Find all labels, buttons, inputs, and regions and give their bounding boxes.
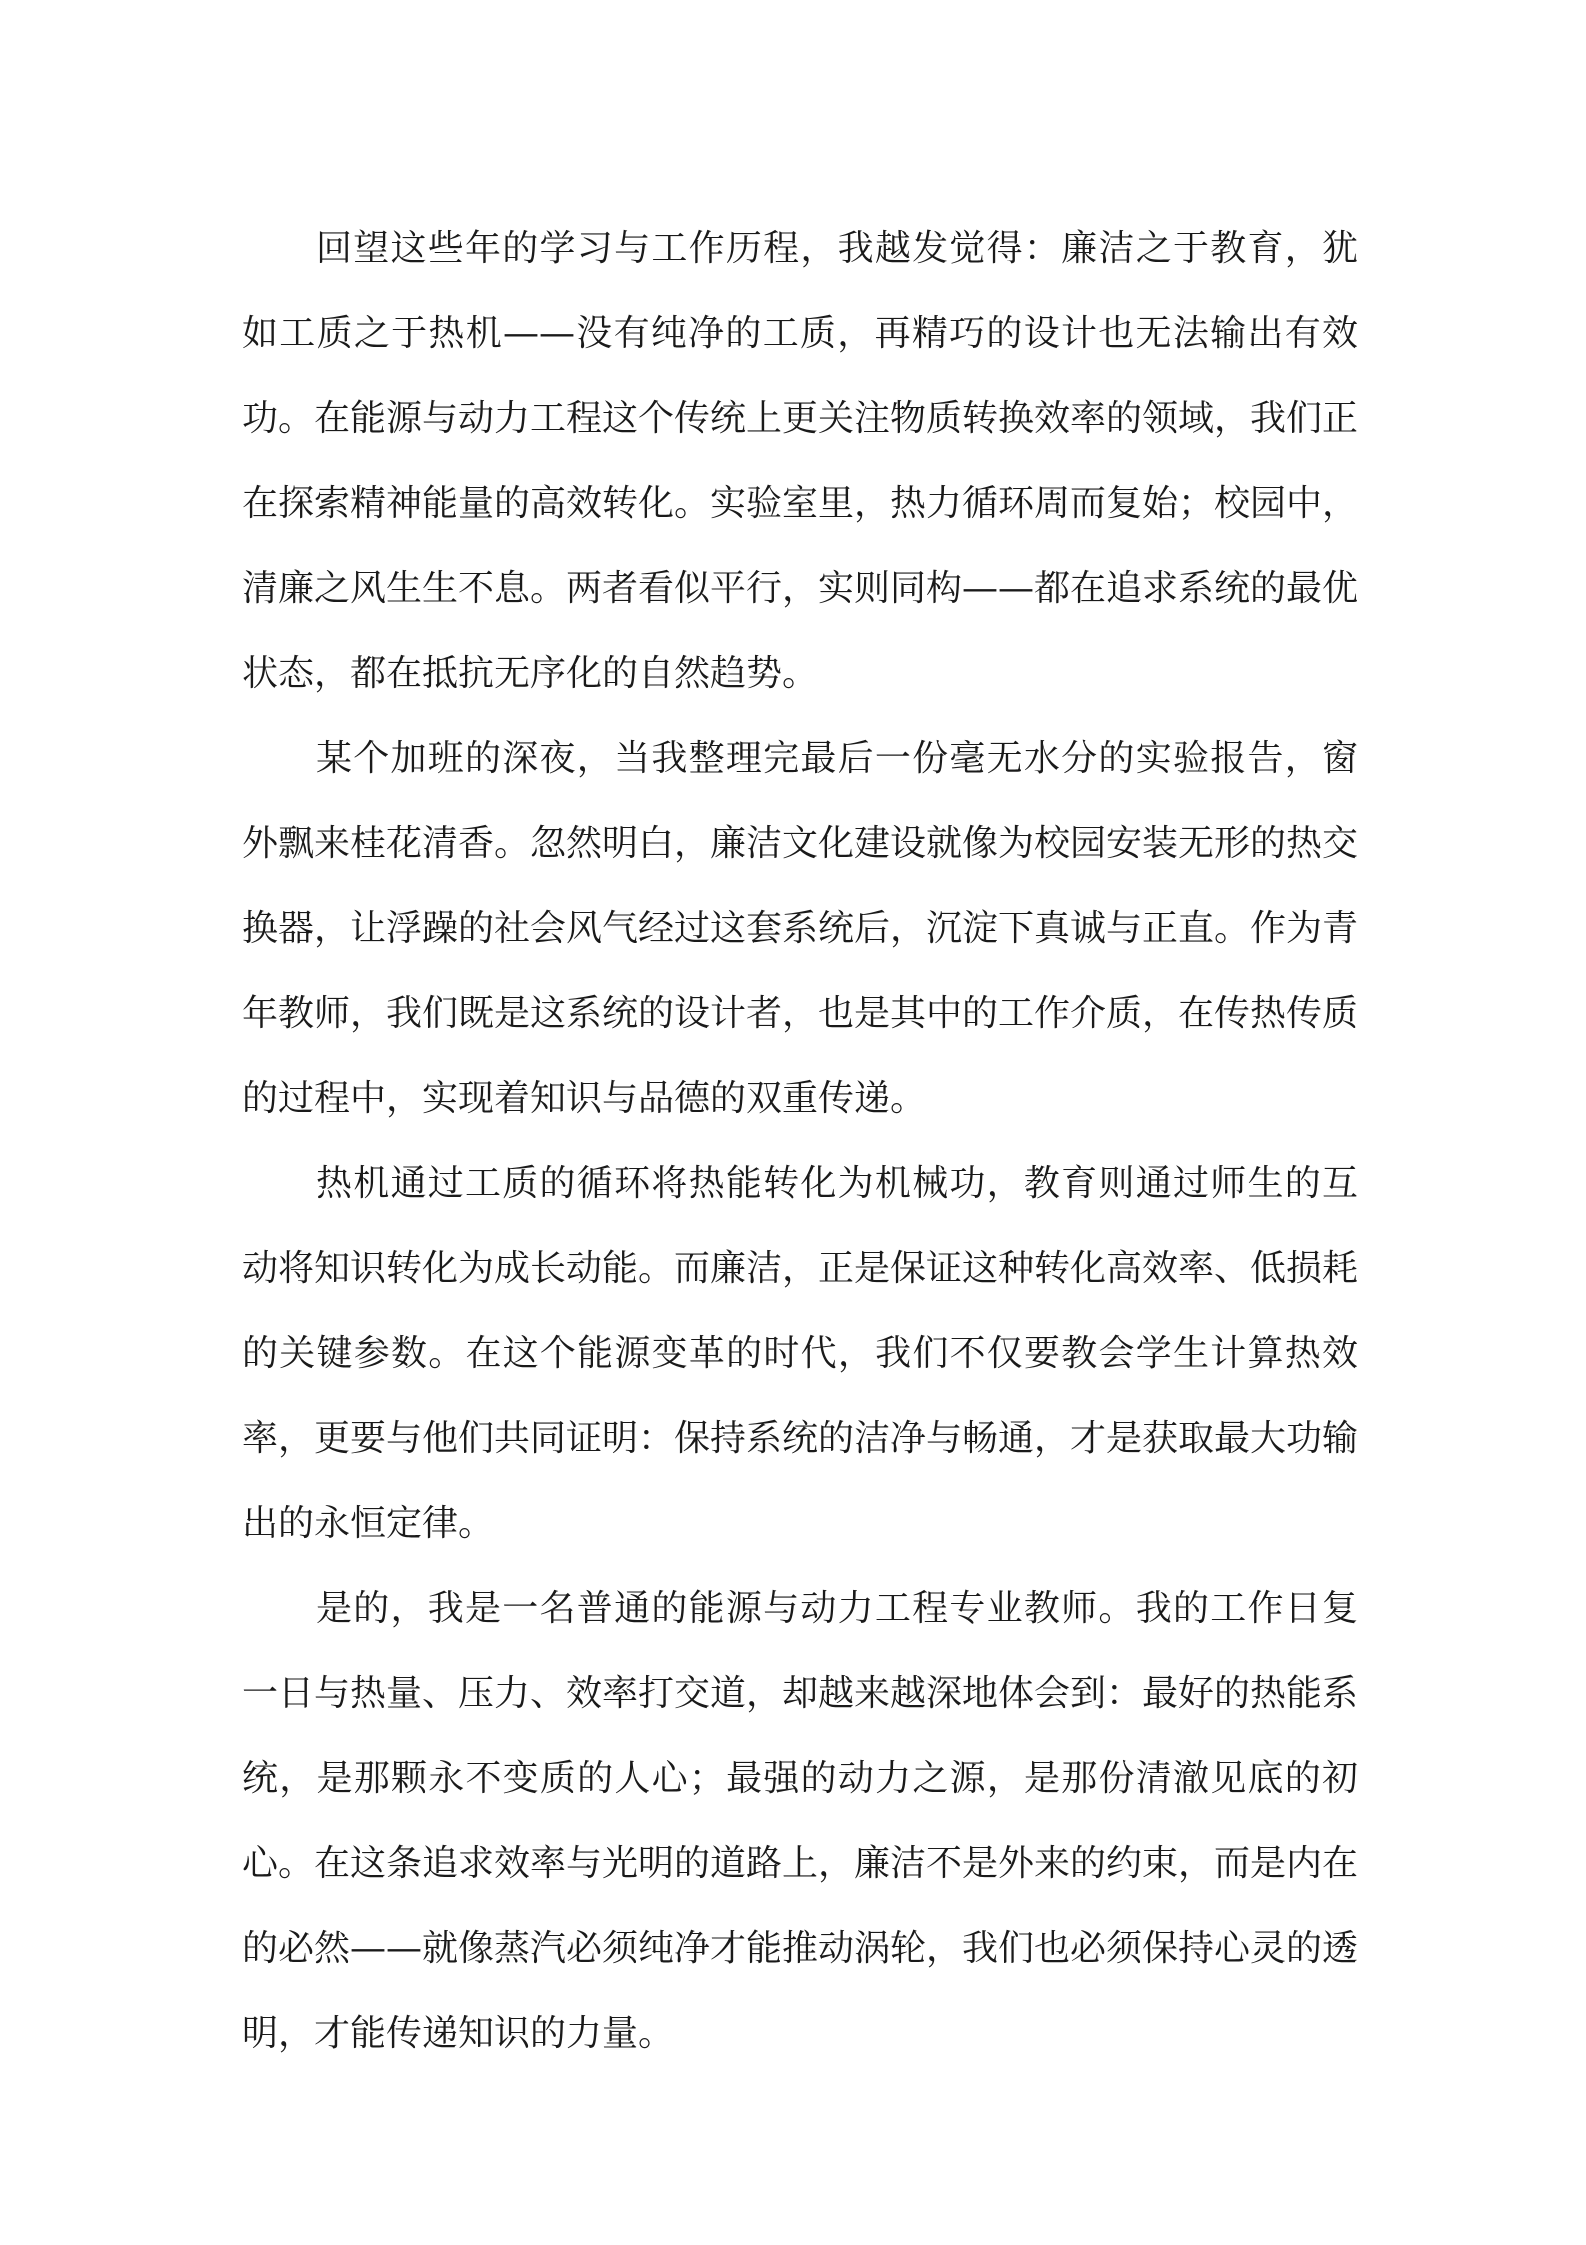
document-body [242, 206, 1358, 2076]
paragraph-1: 回望这些年的学习与工作历程，我越发觉得：廉洁之于教育，犹如工质之于热机——没有纯净的工质，再精巧的设计也无法输出有效功。在能源与动力工程这个传统上更关注物质转换效率的领域，我们正在探索精神能量的高效转化。实验室里，热力循环周而复始；校园中，清廉之风生生不息。两者看似平行，实则同构——都在追求系统的最优状态，都在抵抗无序化的自然趋势。 [242, 228, 1359, 694]
paragraph-2: 某个加班的深夜，当我整理完最后一份毫无水分的实验报告，窗外飘来桂花清香。忽然明白，廉洁文化建设就像为校园安装无形的热交换器，让浮躁的社会风气经过这套系统后，沉淀下真诚与正直。作为青年教师，我们既是这系统的设计者，也是其中的工作介质，在传热传质的过程中，实现着知识与品德的双重传递。 [242, 738, 1359, 1119]
paragraph-4: 是的，我是一名普通的能源与动力工程专业教师。我的工作日复一日与热量、压力、效率打交道，却越来越深地体会到：最好的热能系统，是那颗永不变质的人心；最强的动力之源，是那份清澈见底的初心。在这条追求效率与光明的道路上，廉洁不是外来的约束，而是内在的必然——就像蒸汽必须纯净才能推动涡轮，我们也必须保持心灵的透明，才能传递知识的力量。 [242, 1588, 1359, 2054]
paragraph-3: 热机通过工质的循环将热能转化为机械功，教育则通过师生的互动将知识转化为成长动能。而廉洁，正是保证这种转化高效率、低损耗的关键参数。在这个能源变革的时代，我们不仅要教会学生计算热效率，更要与他们共同证明：保持系统的洁净与畅通，才是获取最大功输出的永恒定律。 [242, 1163, 1359, 1544]
